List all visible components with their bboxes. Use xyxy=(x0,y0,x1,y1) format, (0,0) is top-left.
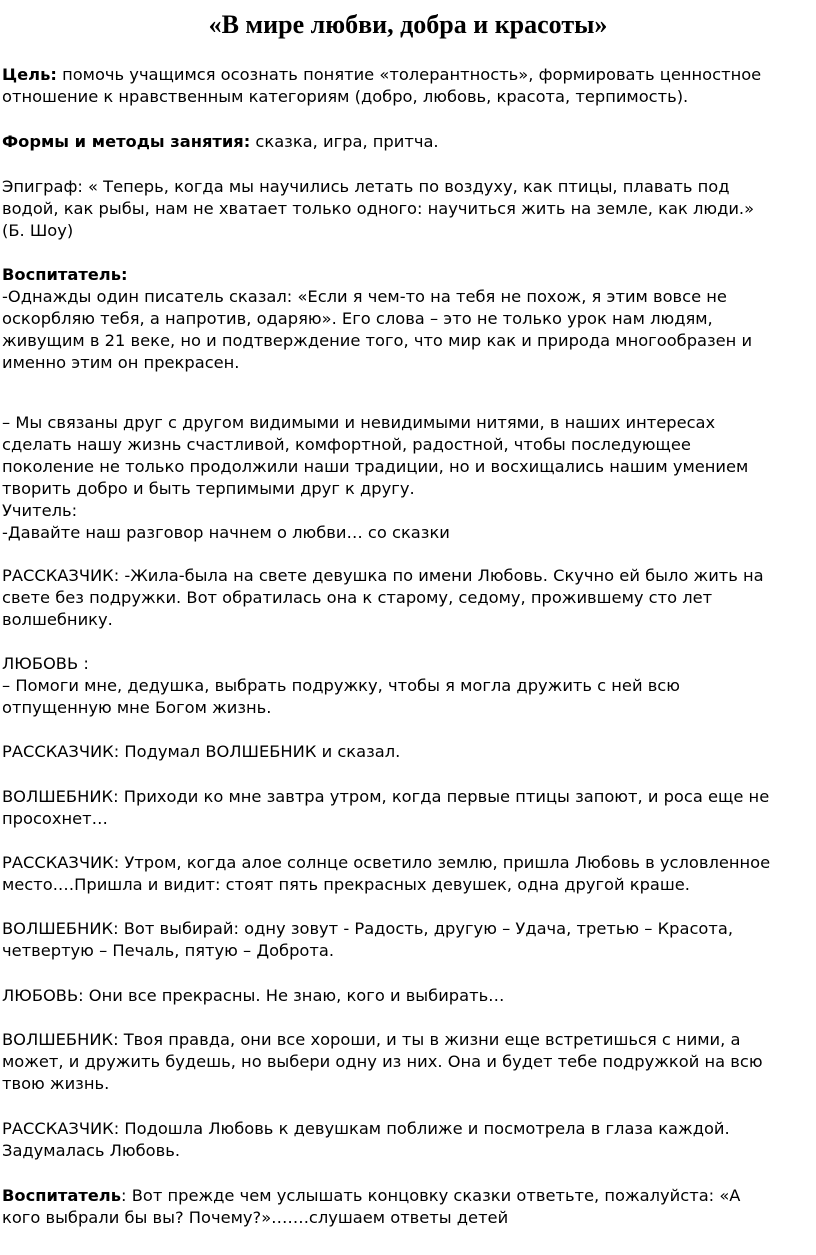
connected-paragraph: – Мы связаны друг с другом видимыми и невидимыми нитями, в наших интересах сделать нашу жизнь счастливой, комфортной, радостной, чтобы последующее поколение не только продолжили наши традиции, но и восхищались нашим умением творить добро и быть терпимыми друг к другу. Учитель: -Давайте наш разговор начнем о любви… со сказки xyxy=(2,413,749,542)
narrator-paragraph: РАССКАЗЧИК: Подошла Любовь к девушкам поближе и посмотрела в глаза каждой. Задумалась Любовь. xyxy=(2,1119,730,1160)
narrator-paragraph: РАССКАЗЧИК: -Жила-была на свете девушка по имени Любовь. Скучно ей было жить на свете без подружки. Вот обратилась она к старому, седому, прожившему сто лет волшебнику. xyxy=(2,566,764,629)
forms-paragraph: Формы и методы занятия: сказка, игра, притча. xyxy=(2,132,439,151)
wizard-paragraph: ВОЛШЕБНИК: Приходи ко мне завтра утром, когда первые птицы запоют, и роса еще не просохнет… xyxy=(2,787,770,828)
educator-final-label: Воспитатель xyxy=(2,1186,122,1205)
epigraph-paragraph: Эпиграф: « Теперь, когда мы научились летать по воздуху, как птицы, плавать под водой, как рыбы, нам не хватает только одного: научиться жить на земле, как люди.» (Б. Шоу) xyxy=(2,177,755,240)
wizard-paragraph: ВОЛШЕБНИК: Твоя правда, они все хороши, и ты в жизни еще встретишься с ними, а может, и дружить будешь, но выбери одну из них. Она и будет тебе подружкой на всю твою жизнь. xyxy=(2,1030,763,1093)
educator-final-paragraph: Воспитатель: Вот прежде чем услышать концовку сказки ответьте, пожалуйста: «А кого выбрали бы вы? Почему?»…….слушаем ответы детей xyxy=(2,1186,741,1227)
love-paragraph: ЛЮБОВЬ : – Помоги мне, дедушка, выбрать подружку, чтобы я могла дружить с ней всю отпущенную мне Богом жизнь. xyxy=(2,654,680,717)
document-title: «В мире любви, добра и красоты» xyxy=(208,10,608,39)
goal-paragraph: Цель: помочь учащимся осознать понятие «толерантность», формировать ценностное отношение к нравственным категориям (добро, любовь, красота, терпимость). xyxy=(2,65,762,106)
love-paragraph: ЛЮБОВЬ: Они все прекрасны. Не знаю, кого и выбирать… xyxy=(2,986,505,1005)
educator-label: Воспитатель: xyxy=(2,265,128,284)
narrator-paragraph: РАССКАЗЧИК: Утром, когда алое солнце осветило землю, пришла Любовь в условленное место.…Пришла и видит: стоят пять прекрасных девушек, одна другой краше. xyxy=(2,853,771,894)
wizard-paragraph: ВОЛШЕБНИК: Вот выбирай: одну зовут - Радость, другую – Удача, третью – Красота, четвертую – Печаль, пятую – Доброта. xyxy=(2,919,734,960)
goal-label: Цель: xyxy=(2,65,57,84)
narrator-paragraph: РАССКАЗЧИК: Подумал ВОЛШЕБНИК и сказал. xyxy=(2,742,401,761)
educator-paragraph: Воспитатель: -Однажды один писатель сказал: «Если я чем-то на тебя не похож, я этим вовсе не оскорбляю тебя, а напротив, одаряю». Его слова – это не только урок нам людям, живущим в 21 веке, но и подтверждение того, что мир как и природа многообразен и именно этим он прекрасен. xyxy=(2,265,753,372)
forms-label: Формы и методы занятия: xyxy=(2,132,251,151)
